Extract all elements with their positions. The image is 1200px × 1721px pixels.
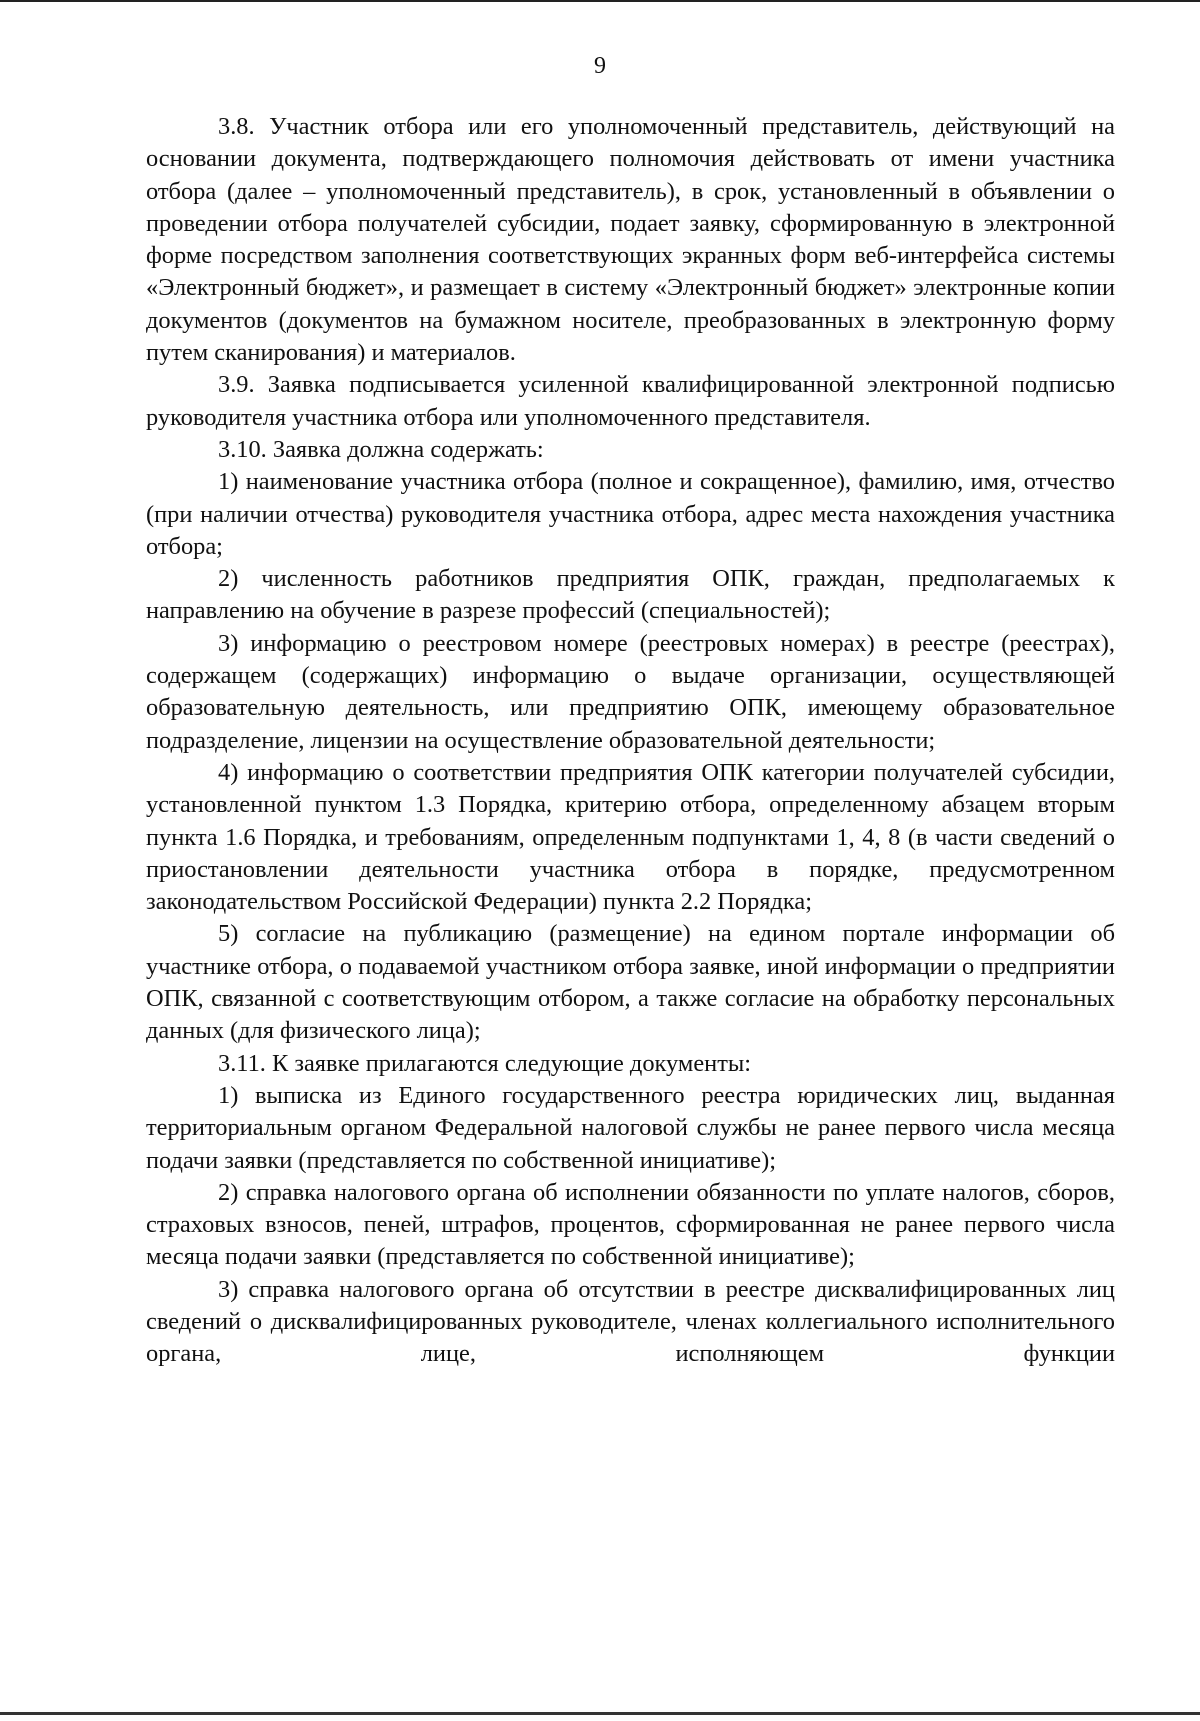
- list-item-3-10-1: 1) наименование участника отбора (полное и сокращенное), фамилию, имя, отчество (при наличии отчества) руководителя участника отбора, адрес места нахождения участника отбора;: [146, 468, 1115, 560]
- scan-bottom-edge: [0, 1712, 1200, 1715]
- paragraph-3-9: 3.9. Заявка подписывается усиленной квалифицированной электронной подписью руководителя участника отбора или уполномоченного представителя.: [146, 371, 1115, 431]
- document-body: [146, 111, 1115, 1371]
- list-item-3-11-1: 1) выписка из Единого государственного реестра юридических лиц, выданная территориальным органом Федеральной налоговой службы не ранее первого числа месяца подачи заявки (представляется по собственной инициативе);: [146, 1081, 1115, 1174]
- list-item-3-10-2: 2) численность работников предприятия ОПК, граждан, предполагаемых к направлению на обучение в разрезе профессий (специальностей);: [146, 565, 1115, 625]
- scan-top-edge: [0, 0, 1200, 2]
- page-number: 9: [594, 53, 606, 79]
- list-item-3-10-3: 3) информацию о реестровом номере (реестровых номерах) в реестре (реестрах), содержащем (содержащих) информацию о выдаче организации, осуществляющей образовательную деятельность, или предприятию ОПК, имеющему образовательное подразделение, лицензии на осуществление образовательной деятельности;: [146, 629, 1115, 754]
- paragraph-3-8: 3.8. Участник отбора или его уполномоченный представитель, действующий на основании документа, подтверждающего полномочия действовать от имени участника отбора (далее – уполномоченный представитель), в срок, установленный в объявлении о проведении отбора получателей субсидии, подает заявку, сформированную в электронной форме посредством заполнения соответствующих экранных форм веб-интерфейса системы «Электронный бюджет», и размещает в систему «Электронный бюджет» электронные копии документов (документов на бумажном носителе, преобразованных в электронную форму путем сканирования) и материалов.: [146, 113, 1115, 367]
- list-item-3-11-3: 3) справка налогового органа об отсутствии в реестре дисквалифицированных лиц сведений о дисквалифицированных руководителе, членах коллегиального исполнительного органа, лице, исполняющем функции: [146, 1275, 1115, 1368]
- paragraph-3-11: 3.11. К заявке прилагаются следующие документы:: [218, 1049, 752, 1077]
- paragraph-3-10: 3.10. Заявка должна содержать:: [218, 435, 544, 463]
- list-item-3-10-5: 5) согласие на публикацию (размещение) на едином портале информации об участнике отбора, о подаваемой участником отбора заявке, иной информации о предприятии ОПК, связанной с соответствующим отбором, а также согласие на обработку персональных данных (для физического лица);: [146, 920, 1115, 1045]
- list-item-3-11-2: 2) справка налогового органа об исполнении обязанности по уплате налогов, сборов, страховых взносов, пеней, штрафов, процентов, сформированная не ранее первого числа месяца подачи заявки (представляется по собственной инициативе);: [146, 1178, 1115, 1271]
- list-item-3-10-4: 4) информацию о соответствии предприятия ОПК категории получателей субсидии, установленной пунктом 1.3 Порядка, критерию отбора, определенному абзацем вторым пункта 1.6 Порядка, и требованиям, определенным подпунктами 1, 4, 8 (в части сведений о приостановлении деятельности участника отбора в порядке, предусмотренном законодательством Российской Федерации) пункта 2.2 Порядка;: [146, 758, 1115, 916]
